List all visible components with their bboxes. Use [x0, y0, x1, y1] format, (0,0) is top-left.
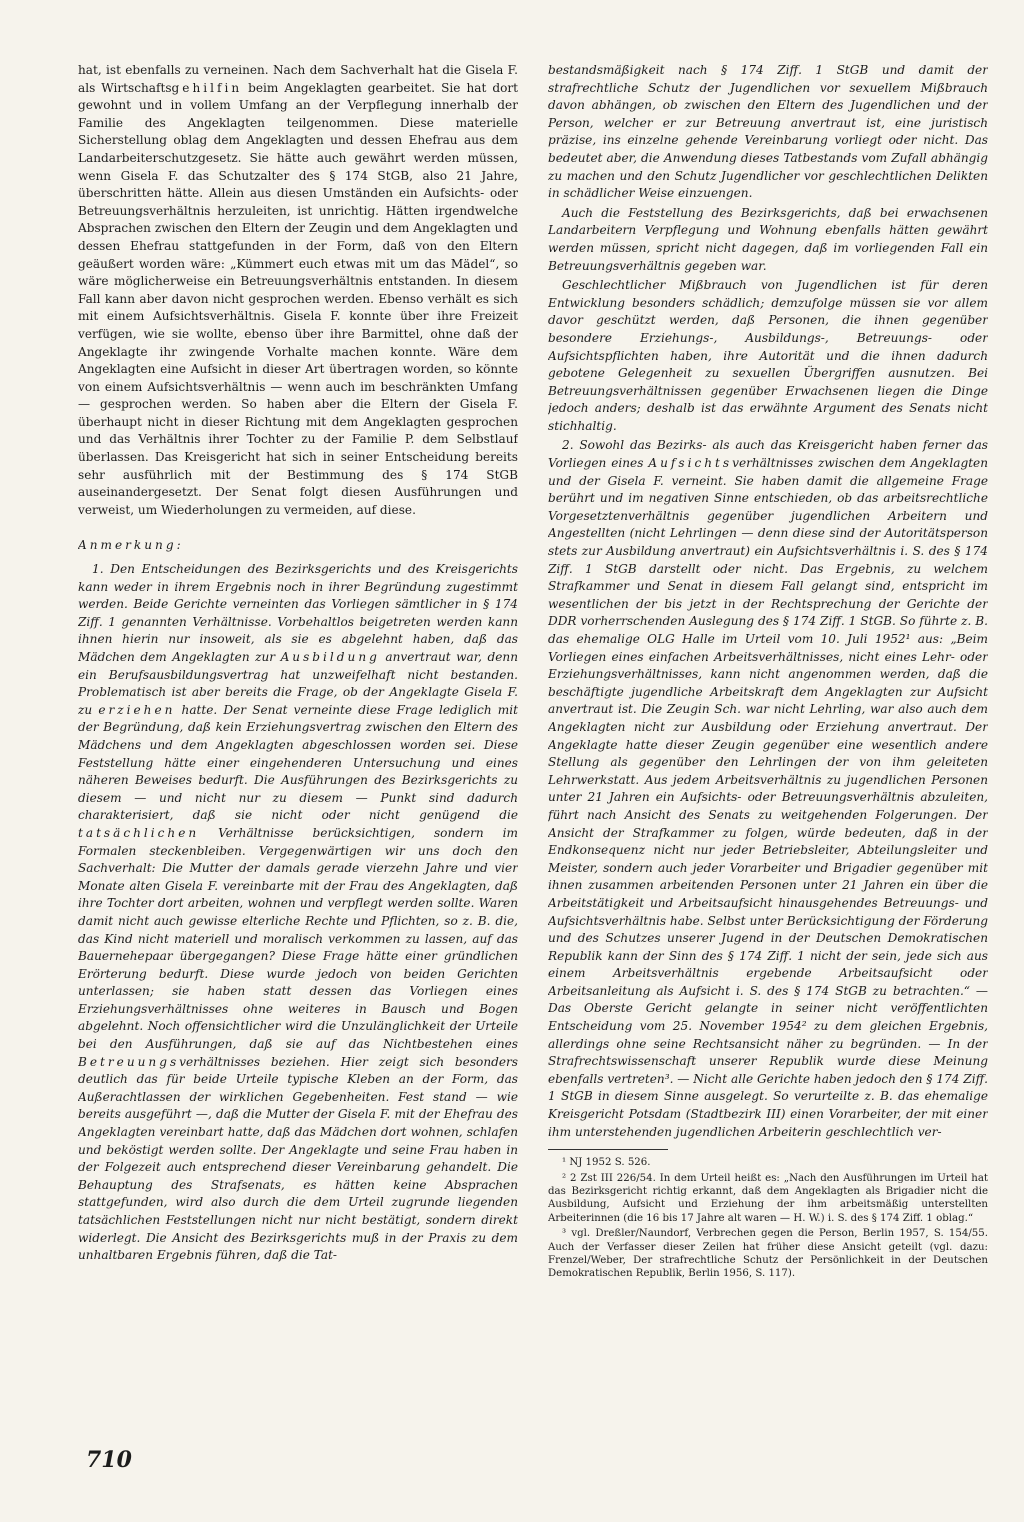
paragraph	[78, 62, 518, 519]
text-run: hat, ist ebenfalls zu verneinen. Nach dem Sachverhalt hat die Gisela F. als Wirtschafts	[78, 63, 518, 95]
annotation-heading: Anmerkung:	[78, 538, 184, 553]
text-run: beim Angeklagten gearbeitet. Sie hat dort gewohnt und in vollem Umfang an der Verpflegung innerhalb der Familie des Angeklagten teilgenommen. Diese materielle Sicherstellung oblag dem Angeklagten und dessen Ehefrau aus dem Landarbeiterschutzgesetz. Sie hätte auch gewährt werden müssen, wenn Gisela F. das Schutzalter des § 174 StGB, also 21 Jahre, überschritten hätte. Allein aus diesen Umständen ein Aufsichts- oder Betreuungsverhältnis herzuleiten, ist unrichtig. Hätten irgendwelche Absprachen zwischen den Eltern der Zeugin und dem Angeklagten und dessen Ehefrau stattgefunden in der Form, daß von den Eltern geäußert worden wäre: „Kümmert euch etwas mit um das Mädel“, so wäre möglicherweise ein Betreuungsverhältnis entstanden. In diesem Fall kann aber davon nicht gesprochen werden. Ebenso verhält es sich mit einem Aufsichtsverhältnis. Gisela F. konnte über ihre Freizeit verfügen, wie sie wollte, ebenso über ihre Barmittel, ohne daß der Angeklagte ihr zwingende Vorhalte machen konnte. Wäre dem Angeklagten eine Aufsicht in dieser Art übertragen worden, so könnte von einem Aufsichtsverhältnis — wenn auch im beschränkten Umfang — gesprochen werden. So haben aber die Eltern der Gisela F. überhaupt nicht in dieser Richtung mit dem Angeklagten gesprochen und das Verhältnis ihrer Tochter zu der Familie P. dem Selbstlauf überlassen. Das Kreisgericht hat sich in seiner Entscheidung bereits sehr ausführlich mit der Bestimmung des § 174 StGB auseinandergesetzt. Der Senat folgt diesen Ausführungen und verweist, um Wiederholungen zu vermeiden, auf diese.	[78, 80, 518, 517]
paragraph: Auch die Feststellung des Bezirksgerichts, daß bei erwachsenen Landarbeitern Verpflegung und Wohnung ebenfalls hätten gewährt werden müssen, spricht nicht dagegen, daß im vorliegenden Fall ein Betreuungsverhältnis gegeben war.	[548, 205, 988, 273]
paragraph	[548, 437, 988, 1141]
spaced-text: Ausbildung	[280, 650, 380, 664]
text-run: 1. Den Entscheidungen des Bezirksgerichts und des Kreisgerichts kann weder in ihrem Ergebnis noch in ihrer Begründung zugestimmt werden. Beide Gerichte verneinten das Vorliegen sämtlicher in § 174 Ziff. 1 genannten Verhältnisse. Vorbehaltlos beigetreten werden kann ihnen hierin nur insoweit, als sie es abgelehnt haben, daß das Mädchen dem Angeklagten zur	[78, 562, 518, 664]
right-column	[548, 62, 988, 1442]
text-run: 2. Sowohl das Bezirks- als auch das Kreisgericht haben ferner das Vorliegen eines	[548, 438, 988, 471]
text-run: verhältnisses zwischen dem Angeklagten und der Gisela F. verneint. Sie haben damit die allgemeine Frage berührt und im negativen Sinne entschieden, ob das arbeitsrechtliche Vorgesetztenverhältnis gegenüber jugendlichen Arbeitern und Angestellten (nicht Lehrlingen — denn diese sind der Autoritätsperson stets zur Ausbildung anvertraut) ein Aufsichtsverhältnis i. S. des § 174 Ziff. 1 StGB darstellt oder nicht. Das Ergebnis, zu welchem Strafkammer und Senat in diesem Fall gelangt sind, entspricht im wesentlichen der bis jetzt in der Rechtsprechung der Gerichte der DDR vorherrschenden Auslegung des § 174 Ziff. 1 StGB. So führte z. B. das ehemalige OLG Halle im Urteil vom 10. Juli 1952¹ aus: „Beim Vorliegen eines einfachen Arbeitsverhältnisses, nicht eines Lehr- oder Erziehungsverhältnisses, kann nicht angenommen werden, daß die beschäftigte jugendliche Arbeitskraft dem Angeklagten zur Aufsicht anvertraut ist. Die Zeugin Sch. war nicht Lehrling, war also auch dem Angeklagten nicht zur Ausbildung oder Erziehung anvertraut. Der Angeklagte hatte dieser Zeugin gegenüber eine wesentlich andere Stellung als gegenüber den Lehrlingen der von ihm geleiteten Lehrwerkstatt. Aus jedem Arbeitsverhältnis zu jugendlichen Personen unter 21 Jahren ein Aufsichts- oder Betreuungsverhältnis abzuleiten, führt nach Ansicht des Senats zu weitgehenden Folgerungen. Der Ansicht der Strafkammer zu folgen, würde bedeuten, daß in der Endkonsequenz nicht nur jeder Betriebsleiter, Abteilungsleiter und Meister, sondern auch jeder Vorarbeiter und Brigadier gegenüber mit ihnen zusammen arbeitenden Personen unter 21 Jahren ein über die Arbeitstätigkeit und Arbeitsaufsicht hinausgehendes Betreuungs- und Aufsichtsverhältnis habe. Selbst unter Berücksichtigung der Förderung und des Schutzes unserer Jugend in der Deutschen Demokratischen Republik kann der Sinn des § 174 Ziff. 1 nicht der sein, jede sich aus einem Arbeitsverhältnis ergebende Arbeitsaufsicht oder Arbeitsanleitung als Aufsicht i. S. des § 174 StGB zu betrachten.“ — Das Oberste Gericht gelangte in seiner nicht veröffentlichten Entscheidung vom 25. November 1954² zu dem gleichen Ergebnis, allerdings ohne seine Rechtsansicht näher zu begründen. — In der Strafrechtswissenschaft unserer Republik wurde diese Meinung ebenfalls vertreten³. — Nicht alle Gerichte haben jedoch den § 174 Ziff. 1 StGB in diesem Sinne ausgelegt. So verurteilte z. B. das ehemalige Kreisgericht Potsdam (Stadtbezirk III) einen Vorarbeiter, der mit einer ihm unterstehenden jugendlichen Arbeiterin geschlechtlich ver-	[548, 456, 988, 1139]
text-run: anvertraut war, denn ein Berufsausbildungsvertrag hat unzweifelhaft nicht bestanden. Problematisch ist aber bereits die Frage, ob der Angeklagte Gisela F. zu	[78, 650, 518, 717]
footnote-rule	[548, 1149, 668, 1154]
spaced-text: Aufsichts	[648, 456, 733, 471]
footnote: ¹ NJ 1952 S. 526.	[562, 1157, 651, 1169]
text-run: verhältnisses beziehen. Hier zeigt sich besonders deutlich das für beide Urteile typische Kleben an der Form, das Außerachtlassen der wirklichen Gegebenheiten. Fest stand — wie bereits ausgeführt —, daß die Mutter der Gisela F. mit der Ehefrau des Angeklagten vereinbart hatte, daß das Mädchen dort wohnen, schlafen und beköstigt werden sollte. Der Angeklagte und seine Frau haben in der Folgezeit auch entsprechend dieser Vereinbarung gehandelt. Die Behauptung des Strafsenats, es hätten keine Absprachen stattgefunden, wird also durch die dem Urteil zugrunde liegenden tatsächlichen Feststellungen nicht nur nicht bestätigt, sondern direkt widerlegt. Die Ansicht des Bezirksgerichts muß in der Praxis zu dem unhaltbaren Ergebnis führen, daß die Tat-	[78, 1054, 518, 1263]
footnote: ² 2 Zst III 226/54. In dem Urteil heißt es: „Nach den Ausführungen im Urteil hat das Bezirksgericht richtig erkannt, daß dem Angeklagten als Brigadier nicht die Ausbildung, Aufsicht und Erziehung der ihm arbeitsmäßig unterstellten Arbeiterinnen (die 16 bis 17 Jahre alt waren — H. W.) i. S. des § 174 Ziff. 1 oblag.“	[548, 1172, 988, 1224]
text-run: Verhältnisse berücksichtigen, sondern im Formalen steckenbleiben. Vergegenwärtigen wir uns doch den Sachverhalt: Die Mutter der damals gerade vierzehn Jahre und vier Monate alten Gisela F. vereinbarte mit der Frau des Angeklagten, daß ihre Tochter dort arbeiten, wohnen und verpflegt werden sollte. Waren damit nicht auch gewisse elterliche Rechte und Pflichten, so z. B. die, das Kind nicht materiell und moralisch verkommen zu lassen, auf das Bauernehepaar übergegangen? Diese Frage hätte einer gründlichen Erörterung bedurft. Diese wurde jedoch von beiden Gerichten unterlassen; sie haben statt dessen das Vorliegen eines Erziehungsverhältnisses ohne weiteres in Bausch und Bogen abgelehnt. Noch offensichtlicher wird die Unzulänglichkeit der Urteile bei den Ausführungen, daß sie auf das Nichtbestehen eines	[78, 825, 518, 1052]
footnote: ³ vgl. Dreßler/Naundorf, Verbrechen gegen die Person, Berlin 1957, S. 154/55. Auch der Verfasser dieser Zeilen hat früher diese Ansicht geteilt (vgl. dazu: Frenzel/Weber, Der strafrechtliche Schutz der Persönlichkeit in der Deutschen Demokratischen Republik, Berlin 1956, S. 117).	[548, 1228, 988, 1280]
text-run: hatte. Der Senat verneinte diese Frage lediglich mit der Begründung, daß kein Erziehungsvertrag zwischen den Eltern des Mädchens und dem Angeklagten abgeschlossen worden sei. Diese Feststellung hätte einer eingehenderen Untersuchung und eines näheren Beweises bedurft. Die Ausführungen des Bezirksgerichts zu diesem — und nicht nur zu diesem — Punkt sind dadurch charakterisiert, daß sie nicht oder nicht genügend die	[78, 702, 518, 823]
spaced-text: erziehen	[98, 702, 176, 717]
paragraph: Geschlechtlicher Mißbrauch von Jugendlichen ist für deren Entwicklung besonders schädlich; demzufolge müssen sie vor allem davor geschützt werden, daß Personen, die ihnen gegenüber besondere Erziehungs-, Ausbildungs-, Betreuungs- oder Aufsichtspflichten haben, ihre Autorität und die ihnen dadurch gebotene Gelegenheit zu sexuellen Übergriffen ausnutzen. Bei Betreuungsverhältnissen gegenüber Erwachsenen liegen die Dinge jedoch anders; deshalb ist das erwähnte Argument des Senats nicht stichhaltig.	[548, 278, 988, 433]
annotation-paragraph	[78, 561, 518, 1265]
spaced-text: tatsächlichen	[78, 825, 200, 840]
spaced-text: Betreuungs	[78, 1054, 180, 1069]
paragraph: bestandsmäßigkeit nach § 174 Ziff. 1 StGB und damit der strafrechtliche Schutz der Jugendlichen vor sexuellem Mißbrauch davon abhängen, ob zwischen den Eltern des Jugendlichen und der Person, welcher er zur Betreuung anvertraut ist, eine juristisch präzise, ins einzelne gehende Vereinbarung vorliegt oder nicht. Das bedeutet aber, die Anwendung dieses Tatbestands vom Zufall abhängig zu machen und den Schutz Jugendlicher vor geschlechtlichen Delikten in schädlicher Weise einzuengen.	[548, 63, 988, 201]
left-column	[78, 62, 518, 1442]
footnotes	[548, 1156, 988, 1281]
page-number: 710	[86, 1447, 132, 1473]
spaced-text: gehilfin	[171, 80, 243, 95]
